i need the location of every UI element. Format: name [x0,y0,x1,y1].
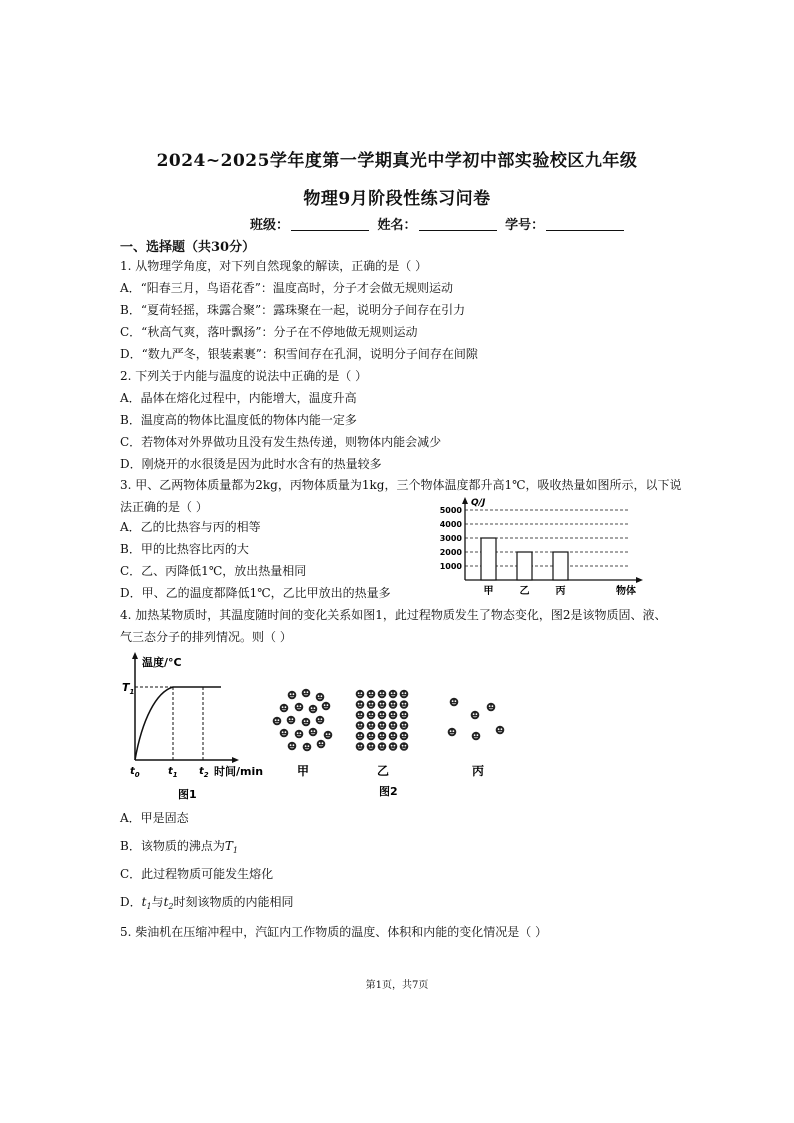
molecule-yi [389,732,398,741]
q2-stem: 2. 下列关于内能与温度的说法中正确的是（ ） [120,369,368,383]
molecule-yi [378,700,387,709]
molecule-bing [487,703,496,712]
fig1-y-arrow [132,652,138,659]
q2-option-b[interactable]: B．温度高的物体比温度低的物体内能一定多 [120,413,357,427]
molecule-jia [316,693,325,702]
molecule-yi [400,721,409,730]
class-blank[interactable] [291,218,369,231]
molecule-bing [448,728,457,737]
page-footer: 第1页，共7页 [365,980,429,991]
heat-bar-chart [425,495,665,600]
molecule-yi [367,690,376,699]
q4-option-d[interactable] [120,894,294,915]
molecule-yi [389,700,398,709]
chart-x-tick-label: 丙 [555,586,566,597]
q4-option-b-sub: 1 [232,846,238,855]
name-label: 姓名： [377,218,417,233]
q4-option-d-var2: t [163,895,169,909]
chart-bar [553,552,568,580]
q5-stem: 5. 柴油机在压缩冲程中，汽缸内工作物质的温度、体积和内能的变化情况是（ ） [120,925,548,939]
molecule-yi [367,711,376,720]
molecule-yi [400,711,409,720]
fig1-t-level: $T_1$ [122,681,135,696]
chart-bar [517,552,532,580]
molecule-yi [367,721,376,730]
chart-xlabel: 物体 [616,586,636,597]
molecule-jia [288,691,297,700]
molecule-jia [280,704,289,713]
class-label: 班级： [250,218,290,233]
molecule-jia [317,740,326,749]
q4-option-b-text: B．该物质的沸点为 [120,839,225,853]
chart-x-tick-label: 甲 [483,586,494,597]
fig1-xlabel: 时间/min [214,765,264,778]
q4-option-b-var: T [224,839,233,853]
molecule-jia [288,742,297,751]
molecule-jia [309,728,318,737]
exam-title: 2024~2025学年度第一学期真光中学初中部实验校区九年级 [156,151,638,171]
fig2-label-jia: 甲 [297,764,310,778]
molecule-bing [471,711,480,720]
q2-option-d[interactable]: D．刚烧开的水很烫是因为此时水含有的热量较多 [120,457,382,471]
molecule-jia [287,716,296,725]
figure-1-heating-curve [118,650,273,805]
q1-stem: 1. 从物理学角度，对下列自然现象的解读，正确的是（ ） [120,259,428,273]
q4-option-d-suffix: 时刻该物质的内能相同 [173,895,294,909]
molecule-yi [389,690,398,699]
molecule-yi [356,700,365,709]
molecule-jia [295,730,304,739]
molecule-yi [367,742,376,751]
fig1-t2-label: $t_2$ [199,766,209,779]
chart-ylabel: Q/J [471,498,486,508]
molecule-jia [309,705,318,714]
q3-stem-line1: 3. 甲、乙两物体质量都为2kg，丙物体质量为1kg，三个物体温度都升高1℃，吸收热量如图所示，以下说 [120,478,682,492]
section-heading: 一、选择题（共30分） [120,240,256,255]
id-label: 学号： [505,218,545,233]
chart-x-tick-label: 乙 [519,586,530,597]
molecule-yi [400,700,409,709]
molecule-jia [280,729,289,738]
fig1-ylabel: 温度/°C [142,656,182,669]
molecule-yi [356,690,365,699]
q3-stem-line2: 法正确的是（ ） [120,500,208,514]
molecule-jia [322,702,331,711]
q3-option-a[interactable]: A．乙的比热容与丙的相等 [120,520,261,534]
molecule-yi [367,700,376,709]
fig1-curve [135,687,221,760]
chart-y-arrow [462,497,468,504]
q4-option-d-var1: t [141,895,147,909]
q4-option-d-sub2: 2 [168,902,174,911]
q2-option-a[interactable]: A．晶体在熔化过程中，内能增大，温度升高 [120,391,357,405]
molecule-jia [295,703,304,712]
fig1-t1-label: $t_1$ [168,766,178,779]
q3-option-b[interactable]: B．甲的比热容比丙的大 [120,542,249,556]
molecule-yi [389,711,398,720]
id-blank[interactable] [546,218,624,231]
fig1-x-arrow [232,757,239,763]
molecule-yi [378,711,387,720]
q3-option-d[interactable]: D．甲、乙的温度都降低1℃，乙比甲放出的热量多 [120,586,391,600]
molecule-yi [356,732,365,741]
q4-option-d-sub1: 1 [146,902,152,911]
student-info-fields [250,214,628,233]
fig1-t0-label: $t_0$ [130,766,140,779]
chart-y-tick-label: 5000 [439,506,462,515]
q1-option-c[interactable]: C．“秋高气爽，落叶飘扬”：分子在不停地做无规则运动 [120,325,418,339]
molecule-yi [378,742,387,751]
q4-option-b[interactable] [120,838,238,859]
fig2-label-bing: 丙 [472,764,485,778]
molecule-jia [302,718,311,727]
q4-option-a[interactable]: A．甲是固态 [120,811,189,825]
molecule-bing [472,732,481,741]
chart-x-arrow [636,577,643,583]
molecule-yi [356,711,365,720]
molecule-jia [316,716,325,725]
chart-y-tick-label: 2000 [439,548,462,557]
q1-option-d[interactable]: D．“数九严冬，银装素裹”：积雪间存在孔洞，说明分子间存在间隙 [120,347,478,361]
molecule-yi [389,742,398,751]
molecule-jia [324,731,333,740]
figure-2-molecule-arrangements [262,680,522,800]
q4-option-d-prefix: D． [120,895,142,909]
molecule-bing [450,698,459,707]
molecule-jia [302,689,311,698]
q4-option-c[interactable]: C．此过程物质可能发生熔化 [120,867,274,881]
fig1-caption: 图1 [178,788,197,801]
molecule-jia [303,743,312,752]
q1-option-a[interactable]: A．“阳春三月，鸟语花香”：温度高时，分子才会做无规则运动 [120,281,453,295]
fig2-caption: 图2 [379,785,398,798]
q2-option-c[interactable]: C．若物体对外界做功且没有发生热传递，则物体内能会减少 [120,435,442,449]
fig2-label-yi: 乙 [377,764,390,778]
q1-option-b[interactable]: B．“夏荷轻摇，珠露合聚”：露珠聚在一起，说明分子间存在引力 [120,303,466,317]
name-blank[interactable] [419,218,497,231]
molecule-yi [378,721,387,730]
molecule-yi [400,690,409,699]
q4-stem-line2: 气三态分子的排列情况。则（ ） [120,630,292,644]
molecule-yi [378,732,387,741]
chart-y-tick-label: 4000 [439,520,462,529]
molecule-yi [378,690,387,699]
molecule-yi [400,732,409,741]
molecule-bing [496,726,505,735]
molecule-yi [367,732,376,741]
chart-y-tick-label: 3000 [439,534,462,543]
molecule-yi [400,742,409,751]
q4-option-d-mid: 与 [151,895,164,909]
q3-option-c[interactable]: C．乙、丙降低1℃，放出热量相同 [120,564,307,578]
molecule-yi [356,742,365,751]
chart-bar [481,538,496,580]
q4-stem-line1: 4. 加热某物质时，其温度随时间的变化关系如图1，此过程物质发生了物态变化，图2是该物质固、液、 [120,608,667,622]
exam-subtitle: 物理9月阶段性练习问卷 [303,189,491,209]
molecule-yi [389,721,398,730]
chart-y-tick-label: 1000 [439,562,462,571]
molecule-jia [273,717,282,726]
molecule-yi [356,721,365,730]
